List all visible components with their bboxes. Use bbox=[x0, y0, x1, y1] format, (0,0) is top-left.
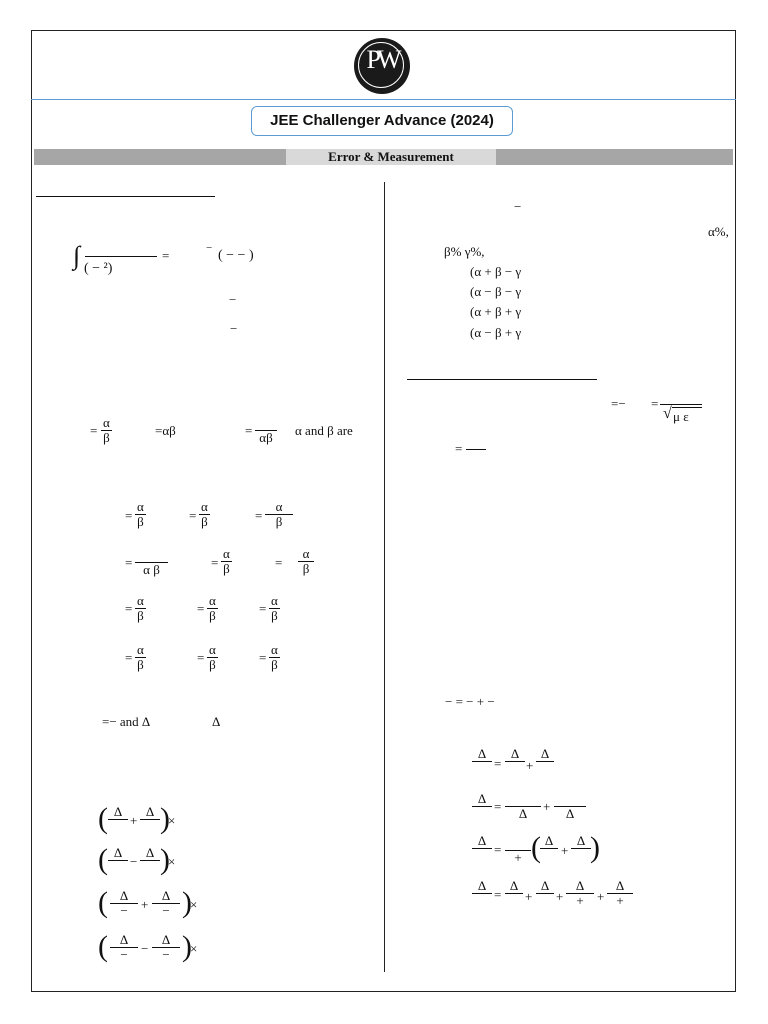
opt-c-frac-2-num: α bbox=[209, 593, 216, 608]
q6-opt4-f1-den bbox=[505, 894, 523, 908]
q6-opt1-f2-den bbox=[536, 762, 554, 776]
q3-opt4-op: − bbox=[141, 941, 149, 956]
q2-frac-3-num bbox=[255, 416, 277, 431]
q3-opt4-rparen: ) bbox=[182, 930, 192, 963]
q6-opt4-f4 bbox=[607, 879, 633, 908]
q6-opt4-f2-num: Δ bbox=[536, 879, 554, 894]
opt-d-frac-1-den: β bbox=[137, 657, 144, 672]
section-title: Error & Measurement bbox=[286, 149, 496, 165]
q2-frac-1-den: β bbox=[103, 430, 110, 445]
q3-opt3-times: × bbox=[190, 897, 198, 912]
opt-c-frac-2 bbox=[207, 594, 218, 623]
q2-eq-3: = bbox=[245, 423, 253, 438]
q3-opt4-frac-1 bbox=[110, 933, 138, 962]
q3-opt3-f2-den: − bbox=[162, 903, 170, 918]
q6-opt3-lhs-num: Δ bbox=[472, 834, 492, 849]
opt-d-frac-3-den: β bbox=[271, 657, 278, 672]
opt-a-eq-2: = bbox=[189, 508, 197, 523]
q3-opt2-f1-num: Δ bbox=[108, 846, 128, 861]
q6-opt3-f3-num: Δ bbox=[571, 834, 591, 849]
q3-delta: Δ bbox=[212, 714, 221, 729]
q3-text: =− and Δ bbox=[102, 714, 151, 729]
q3-opt4-lparen: ( bbox=[98, 930, 108, 963]
q3-opt1-lparen: ( bbox=[98, 802, 108, 835]
q3-opt3-op: + bbox=[141, 897, 149, 912]
opt-d-frac-3 bbox=[269, 643, 280, 672]
integral-equals: = bbox=[162, 248, 170, 263]
q3-opt3-lparen: ( bbox=[98, 886, 108, 919]
q6-opt2-f2-num bbox=[554, 792, 586, 807]
opt-c-frac-1-num: α bbox=[137, 593, 144, 608]
q6-opt4-f2-den bbox=[536, 894, 554, 908]
q6-opt4-lhs-den bbox=[472, 894, 492, 908]
q5-eq-2: = bbox=[651, 396, 659, 411]
q6-opt3-f2 bbox=[540, 834, 558, 863]
opt-c-frac-1 bbox=[135, 594, 146, 623]
q3-opt1-f2-num: Δ bbox=[140, 805, 160, 820]
q3-opt2-rparen: ) bbox=[160, 843, 170, 876]
q3-opt1-times: × bbox=[168, 813, 176, 828]
q3-opt2-f2-den bbox=[140, 861, 160, 875]
opt-a-frac-2-den: β bbox=[201, 514, 208, 529]
q3-opt2-times: × bbox=[168, 854, 176, 869]
q4-option-c: (α + β + γ bbox=[470, 304, 522, 319]
q3-opt1-frac-1 bbox=[108, 805, 128, 834]
q2-tail-text: α and β are bbox=[295, 423, 353, 438]
question-heading-rule bbox=[36, 196, 215, 197]
opt-c-frac-3-den: β bbox=[271, 608, 278, 623]
opt-c-frac-3-num: α bbox=[271, 593, 278, 608]
q6-opt3-f2-den bbox=[540, 849, 558, 863]
pw-logo bbox=[354, 38, 410, 94]
opt-c-eq-1: = bbox=[125, 601, 133, 616]
q2-frac-1 bbox=[101, 416, 112, 445]
q6-opt4-lhs bbox=[472, 879, 492, 908]
q6-opt1-lhs-den bbox=[472, 762, 492, 776]
integral-fraction-bar bbox=[85, 256, 157, 257]
q6-opt2-eq: = bbox=[494, 799, 502, 814]
opt-c-frac-2-den: β bbox=[209, 608, 216, 623]
q3-opt2-op: − bbox=[130, 854, 138, 869]
opt-d-frac-1-num: α bbox=[137, 642, 144, 657]
opt-a-frac-3-den: β bbox=[275, 514, 283, 529]
q6-opt4-f3-den: + bbox=[576, 893, 584, 908]
q6-opt3-eq: = bbox=[494, 842, 502, 857]
opt-c-frac-3 bbox=[269, 594, 280, 623]
q4-option-b: (α − β − γ bbox=[470, 284, 522, 299]
q6-opt4-f2 bbox=[536, 879, 554, 908]
q6-opt3-lparen: ( bbox=[531, 831, 541, 864]
q3-opt4-frac-2 bbox=[152, 933, 180, 962]
q6-opt3-plus: + bbox=[561, 843, 569, 858]
q6-opt4-f1 bbox=[505, 879, 523, 908]
opt-a-frac-1-num: α bbox=[137, 499, 144, 514]
q3-opt4-times: × bbox=[190, 941, 198, 956]
q3-opt3-frac-2 bbox=[152, 889, 180, 918]
section-heading-rule bbox=[407, 379, 597, 380]
integral-rhs: ( − − ) bbox=[218, 248, 254, 263]
opt-b-frac-1-den: α β bbox=[143, 562, 160, 577]
opt-b-frac-3-num: α bbox=[298, 547, 314, 562]
q3-opt2-f1-den bbox=[108, 861, 128, 875]
opt-a-eq-1: = bbox=[125, 508, 133, 523]
q2-frac-1-num: α bbox=[103, 415, 110, 430]
q6-opt2-f1-num bbox=[505, 792, 541, 807]
q6-opt2-lhs-num: Δ bbox=[472, 792, 492, 807]
q6-opt1-f1-num: Δ bbox=[505, 747, 525, 762]
q6-opt3-rparen: ) bbox=[590, 831, 600, 864]
q2-eq-1: = bbox=[90, 423, 98, 438]
opt-d-frac-2-num: α bbox=[209, 642, 216, 657]
q6-opt3-f1-den: + bbox=[514, 850, 522, 865]
q4-beta-gamma: β% γ%, bbox=[444, 244, 485, 259]
opt-a-frac-3 bbox=[265, 500, 293, 529]
opt-d-frac-2-den: β bbox=[209, 657, 216, 672]
opt-d-eq-2: = bbox=[197, 650, 205, 665]
q3-opt1-op: + bbox=[130, 813, 138, 828]
q3-opt4-f2-num: Δ bbox=[152, 933, 180, 948]
opt-b-eq-2: = bbox=[211, 555, 219, 570]
q6-opt2-lhs bbox=[472, 792, 492, 821]
q3-opt4-f1-num: Δ bbox=[110, 933, 138, 948]
q6-opt4-eq: = bbox=[494, 887, 502, 902]
q3-opt4-f1-den: − bbox=[120, 947, 128, 962]
q1-option-dash-1: − bbox=[229, 292, 237, 307]
q5-mu-eps: μ ε bbox=[673, 409, 689, 424]
opt-b-frac-3 bbox=[298, 547, 314, 576]
header-divider bbox=[31, 99, 736, 100]
integral-rhs-sup: − bbox=[206, 242, 213, 254]
q3-opt3-f1-den: − bbox=[120, 903, 128, 918]
column-divider bbox=[384, 182, 385, 972]
opt-a-frac-1-den: β bbox=[137, 514, 144, 529]
q5-blank bbox=[466, 449, 486, 450]
q2-frac-3 bbox=[255, 416, 277, 445]
q3-opt1-rparen: ) bbox=[160, 802, 170, 835]
integral-denominator: ( − ²) bbox=[84, 261, 113, 276]
q5-root: √ bbox=[663, 405, 672, 422]
q3-opt2-lparen: ( bbox=[98, 843, 108, 876]
q2-frac-3-den: αβ bbox=[259, 430, 273, 445]
opt-b-frac-1-num bbox=[135, 548, 168, 563]
q6-opt4-plus-1: + bbox=[525, 889, 533, 904]
integral-sign: ∫ bbox=[73, 241, 81, 270]
q3-opt2-frac-2 bbox=[140, 846, 160, 875]
q4-option-d: (α − β + γ bbox=[470, 325, 522, 340]
q5-root-bar bbox=[672, 407, 702, 408]
q6-opt3-f2-num: Δ bbox=[540, 834, 558, 849]
q2-eq-2: =αβ bbox=[155, 423, 176, 438]
opt-a-eq-3: = bbox=[255, 508, 263, 523]
q6-opt1-f1 bbox=[505, 747, 525, 776]
opt-d-frac-2 bbox=[207, 643, 218, 672]
q6-opt2-plus: + bbox=[543, 799, 551, 814]
opt-b-frac-3-den: β bbox=[302, 561, 310, 576]
opt-b-frac-1 bbox=[135, 548, 168, 577]
q6-opt4-lhs-num: Δ bbox=[472, 879, 492, 894]
opt-c-eq-2: = bbox=[197, 601, 205, 616]
q3-opt2-f2-num: Δ bbox=[140, 846, 160, 861]
opt-b-frac-2-den: β bbox=[223, 561, 230, 576]
logo-text: PW bbox=[366, 45, 398, 74]
q6-text: − = − + − bbox=[445, 694, 495, 709]
q6-opt1-f1-den bbox=[505, 762, 525, 776]
opt-a-frac-3-num: α bbox=[265, 500, 293, 515]
q6-opt2-f1-den: Δ bbox=[518, 806, 528, 821]
q3-opt3-frac-1 bbox=[110, 889, 138, 918]
q6-opt4-f1-num: Δ bbox=[505, 879, 523, 894]
opt-d-eq-3: = bbox=[259, 650, 267, 665]
opt-c-frac-1-den: β bbox=[137, 608, 144, 623]
opt-d-frac-3-num: α bbox=[271, 642, 278, 657]
q3-opt1-f1-den bbox=[108, 820, 128, 834]
q3-opt3-f1-num: Δ bbox=[110, 889, 138, 904]
opt-a-frac-2 bbox=[199, 500, 210, 529]
q3-opt2-frac-1 bbox=[108, 846, 128, 875]
q6-opt4-plus-2: + bbox=[556, 889, 564, 904]
q3-opt1-f2-den bbox=[140, 820, 160, 834]
q6-opt1-plus: + bbox=[526, 758, 534, 773]
section-bar-left bbox=[34, 149, 286, 165]
page-title: JEE Challenger Advance (2024) bbox=[251, 106, 513, 136]
q6-opt3-lhs-den bbox=[472, 849, 492, 863]
q6-opt1-lhs-num: Δ bbox=[472, 747, 492, 762]
opt-a-frac-1 bbox=[135, 500, 146, 529]
q6-opt2-f1 bbox=[505, 792, 541, 821]
q3-opt3-f2-num: Δ bbox=[152, 889, 180, 904]
q5-eq-1: =− bbox=[611, 396, 626, 411]
opt-b-frac-2-num: α bbox=[223, 546, 230, 561]
q6-opt3-f1 bbox=[505, 836, 531, 865]
q6-opt2-lhs-den bbox=[472, 807, 492, 821]
q4-alpha: α%, bbox=[708, 224, 729, 239]
opt-d-frac-1 bbox=[135, 643, 146, 672]
q6-opt1-f2 bbox=[536, 747, 554, 776]
q1-option-dash-2: − bbox=[230, 321, 238, 336]
opt-a-frac-2-num: α bbox=[201, 499, 208, 514]
q6-opt4-f3 bbox=[566, 879, 594, 908]
opt-b-eq-3: = bbox=[275, 555, 283, 570]
q6-opt1-f2-num: Δ bbox=[536, 747, 554, 762]
q6-opt1-lhs bbox=[472, 747, 492, 776]
opt-d-eq-1: = bbox=[125, 650, 133, 665]
q6-opt4-f4-num: Δ bbox=[607, 879, 633, 894]
opt-b-eq-1: = bbox=[125, 555, 133, 570]
q3-opt3-rparen: ) bbox=[182, 886, 192, 919]
q6-opt4-f3-num: Δ bbox=[566, 879, 594, 894]
q4-dash: − bbox=[514, 199, 522, 214]
q3-opt1-frac-2 bbox=[140, 805, 160, 834]
q6-opt4-f4-den: + bbox=[616, 893, 624, 908]
q6-opt1-eq: = bbox=[494, 756, 502, 771]
q6-opt4-plus-3: + bbox=[597, 889, 605, 904]
q6-opt3-f3 bbox=[571, 834, 591, 863]
q6-opt3-lhs bbox=[472, 834, 492, 863]
q6-opt3-f1-num bbox=[505, 836, 531, 851]
q6-opt2-f2-den: Δ bbox=[565, 806, 575, 821]
q3-opt1-f1-num: Δ bbox=[108, 805, 128, 820]
q3-opt4-f2-den: − bbox=[162, 947, 170, 962]
q4-option-a: (α + β − γ bbox=[470, 264, 522, 279]
q6-opt2-f2 bbox=[554, 792, 586, 821]
q6-opt3-f3-den bbox=[571, 849, 591, 863]
opt-b-frac-2 bbox=[221, 547, 232, 576]
opt-c-eq-3: = bbox=[259, 601, 267, 616]
q5-eq-3: = bbox=[455, 441, 463, 456]
section-bar-right bbox=[496, 149, 733, 165]
